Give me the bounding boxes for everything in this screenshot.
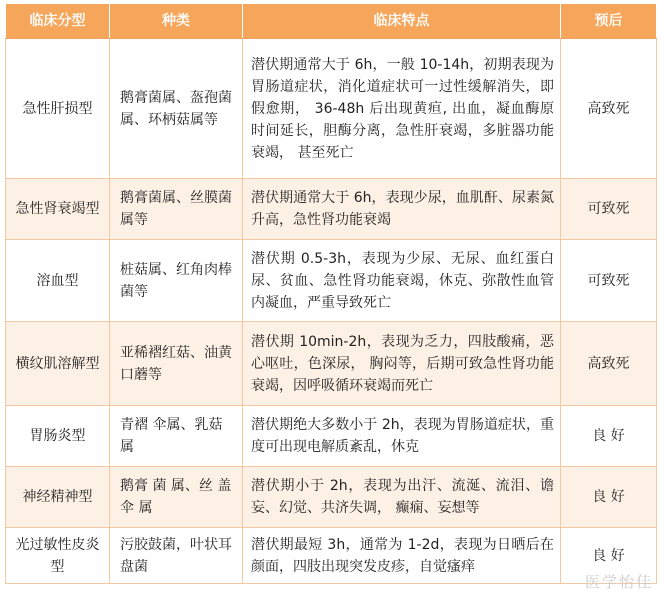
cell-kind: 亚稀褶红菇、油黄口蘑等 [110, 322, 243, 406]
table-row [6, 467, 657, 528]
cell-feature: 潜伏期 10min-2h，表现为乏力，四肢酸痛，恶心呕吐，色深尿， 胸闷等，后期可致急性肾功能衰竭，因呼吸循环衰竭而死亡 [243, 322, 561, 406]
cell-feature: 潜伏期最短 3h，通常为 1-2d，表现为日晒后在颜面，四肢出现突发皮疹，自觉瘙痒 [243, 528, 561, 584]
header-kind: 种类 [110, 4, 243, 39]
cell-type: 光过敏性皮炎型 [6, 528, 110, 584]
table-row [6, 179, 657, 240]
watermark: 医学怡佳 [584, 573, 653, 591]
mushroom-poisoning-table [5, 3, 657, 584]
cell-feature: 潜伏期绝大多数小于 2h，表现为胃肠道症状，重度可出现电解质紊乱，休克 [243, 406, 561, 467]
cell-feature: 潜伏期通常大于 6h，一般 10-14h，初期表现为胃肠道症状，消化道症状可一过性缓解消失，即假愈期， 36-48h 后出现黄疸, 出血，凝血酶原时间延长，胆酶分离，急性肝衰竭，多脏器功能衰竭， 甚至死亡 [243, 39, 561, 179]
cell-feature: 潜伏期小于 2h，表现为出汗、流涎、流泪、谵妄、幻觉、共济失调， 癫痫、妄想等 [243, 467, 561, 528]
cell-type: 胃肠炎型 [6, 406, 110, 467]
table-row [6, 406, 657, 467]
cell-prognosis: 高致死 [561, 322, 657, 406]
cell-kind: 鹅膏菌属、丝膜菌属等 [110, 179, 243, 240]
cell-prognosis: 良 好 [561, 406, 657, 467]
cell-type: 溶血型 [6, 240, 110, 322]
cell-feature: 潜伏期 0.5-3h，表现为少尿、无尿、血红蛋白尿、贫血、急性肾功能衰竭，休克、弥散性血管内凝血，严重导致死亡 [243, 240, 561, 322]
cell-prognosis: 高致死 [561, 39, 657, 179]
cell-kind: 污胶鼓菌，叶状耳盘菌 [110, 528, 243, 584]
header-feature: 临床特点 [243, 4, 561, 39]
cell-feature: 潜伏期通常大于 6h，表现少尿，血肌酐、尿素氮升高，急性肾功能衰竭 [243, 179, 561, 240]
header-prognosis: 预后 [561, 4, 657, 39]
cell-type: 横纹肌溶解型 [6, 322, 110, 406]
table-row [6, 240, 657, 322]
table-row [6, 322, 657, 406]
cell-type: 急性肾衰竭型 [6, 179, 110, 240]
table-row [6, 528, 657, 584]
cell-prognosis: 可致死 [561, 179, 657, 240]
table-header-row [6, 4, 657, 39]
cell-kind: 桩菇属、红角肉棒菌等 [110, 240, 243, 322]
cell-prognosis: 可致死 [561, 240, 657, 322]
header-type: 临床分型 [6, 4, 110, 39]
cell-prognosis: 良 好 [561, 467, 657, 528]
table-row [6, 39, 657, 179]
cell-type: 神经精神型 [6, 467, 110, 528]
cell-prognosis: 良 好 [561, 528, 657, 584]
cell-kind: 青褶 伞属、乳菇属 [110, 406, 243, 467]
cell-kind: 鹅膏菌属、盔孢菌属、环柄菇属等 [110, 39, 243, 179]
cell-kind: 鹅膏 菌 属、丝 盖 伞 属 [110, 467, 243, 528]
cell-type: 急性肝损型 [6, 39, 110, 179]
